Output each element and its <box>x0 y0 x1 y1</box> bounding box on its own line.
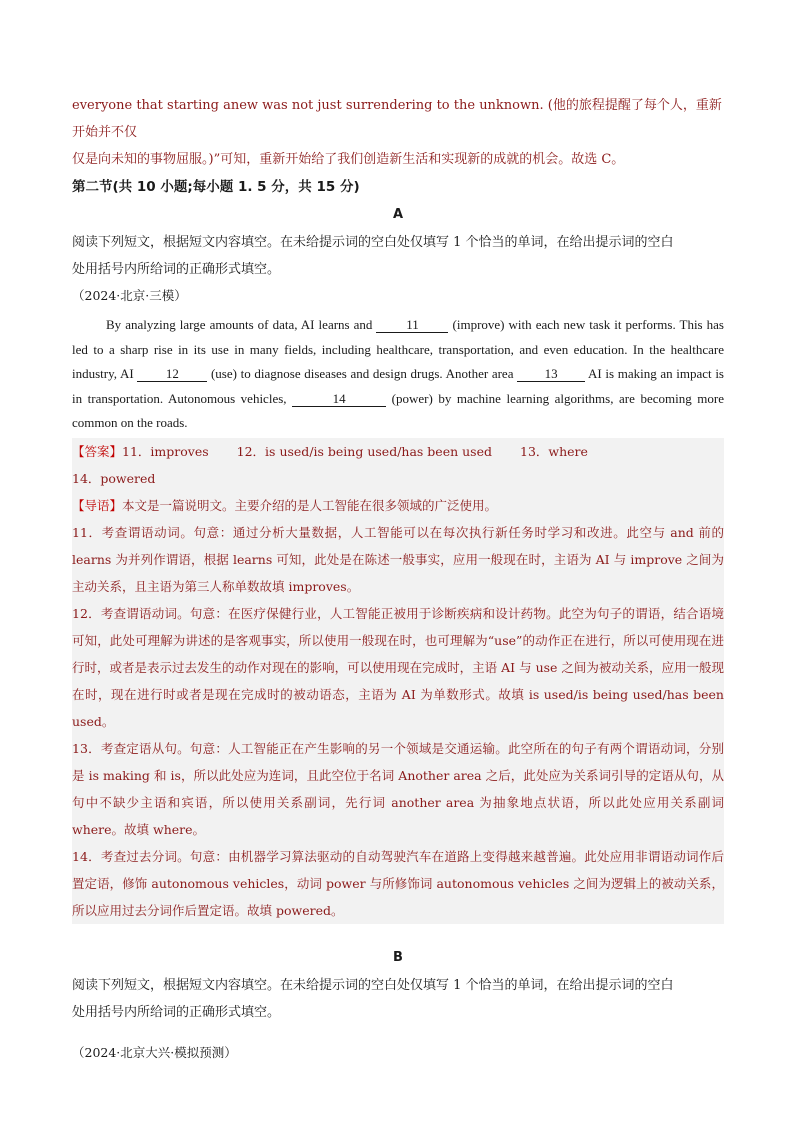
answer-explanation-block <box>72 438 724 924</box>
passage-text: AI is making an impact is in transportation. Autonomous vehicles, <box>72 366 724 406</box>
guide-text: 本文是一篇说明文。主要介绍的是人工智能在很多领域的广泛使用。 <box>122 497 498 513</box>
explanation-11: 11．考查谓语动词。句意：通过分析大量数据，人工智能可以在每次执行新任务时学习和改进。此空与 and 前的 learns 为并列作谓语，根据 learns 可知，此处是在陈述一般事实，应用一般现在时，主语为 AI 与 improve 之间为主动关系，且主语为第三人称单数故填 improves。 <box>72 524 724 594</box>
prev-explanation-line1: everyone that starting anew was not just surrendering to the unknown. (他的旅程提醒了每个人，重新开始并不仅 <box>72 98 722 140</box>
passage-text: (power) by machine learning algorithms, are becoming more common on the roads. <box>72 390 724 430</box>
answer-11: 11．improves <box>122 443 209 459</box>
part-b-letter: B <box>393 949 403 965</box>
answer-12: 12．is used/is being used/has been used <box>236 443 492 459</box>
passage-text: (improve) with each new task it performs. This has led to a sharp rise in its use in many fields, including healthcare, transportation, and even education. In the healthcare industry, AI <box>72 317 724 381</box>
part-b-instructions-line1: 阅读下列短文，根据短文内容填空。在未给提示词的空白处仅填写 1 个恰当的单词，在给出提示词的空白 <box>72 977 674 993</box>
blank-12: 12 <box>137 366 207 382</box>
guide-line <box>72 492 724 519</box>
explanation-14: 14．考查过去分词。句意：由机器学习算法驱动的自动驾驶汽车在道路上变得越来越普遍。此处应用非谓语动词作后置定语，修饰 autonomous vehicles，动词 power 与所修饰词 autonomous vehicles 之间为逻辑上的被动关系，所以应用过去分词作后置定语。故填 powered。 <box>72 848 724 918</box>
section-title: 第二节(共 10 小题;每小题 1. 5 分，共 15 分) <box>72 179 360 195</box>
guide-tag: 【导语】 <box>72 497 123 513</box>
prev-explanation-line2: 仅是向未知的事物屈服。)”可知，重新开始给了我们创造新生活和实现新的成就的机会。故选 C。 <box>72 152 625 167</box>
blank-14: 14 <box>292 391 386 407</box>
part-b-instructions-line2: 处用括号内所给词的正确形式填空。 <box>72 1004 281 1020</box>
part-a-instructions-line2: 处用括号内所给词的正确形式填空。 <box>72 262 281 277</box>
answer-tag: 【答案】 <box>72 443 123 459</box>
blank-13: 13 <box>517 366 585 382</box>
part-a-letter: A <box>392 207 404 222</box>
passage-text: (use) to diagnose diseases and design drugs. Another area <box>207 366 518 381</box>
answer-14: 14．powered <box>72 470 156 486</box>
explanation-13: 13．考查定语从句。句意：人工智能正在产生影响的另一个领域是交通运输。此空所在的句子有两个谓语动词，分别是 is making 和 is，所以此处应为连词，且此空位于名词 Another area 之后，此处应为关系词引导的定语从句，从句中不缺少主语和宾语，所以使用关系副词，先行词 another area 为抽象地点状语，所以此处应用关系副词 where。故填 where。 <box>72 740 724 837</box>
blank-11: 11 <box>376 317 448 333</box>
answer-line <box>72 438 724 492</box>
document-page <box>72 92 724 1066</box>
passage-text: By analyzing large amounts of data, AI learns and <box>106 317 377 332</box>
part-b-source: （2024·北京大兴·模拟预测） <box>72 1044 237 1060</box>
answer-13: 13．where <box>520 443 588 459</box>
part-a-source: （2024·北京·三模） <box>72 288 187 303</box>
part-a-instructions-line1: 阅读下列短文，根据短文内容填空。在未给提示词的空白处仅填写 1 个恰当的单词，在给出提示词的空白 <box>72 235 674 250</box>
reading-passage <box>72 313 724 436</box>
explanation-12: 12．考查谓语动词。句意：在医疗保健行业，人工智能正被用于诊断疾病和设计药物。此空为句子的谓语，结合语境可知，此处可理解为讲述的是客观事实，所以使用一般现在时，也可理解为“use”的动作正在进行，所以可使用现在进行时，或者是表示过去发生的动作对现在的影响，可以使用现在完成时，主语 AI 与 use 之间为被动关系，应用一般现在时，现在进行时或者是现在完成时的被动语态，主语为 AI 为单数形式。故填 is used/is being used/has been used。 <box>72 605 724 729</box>
